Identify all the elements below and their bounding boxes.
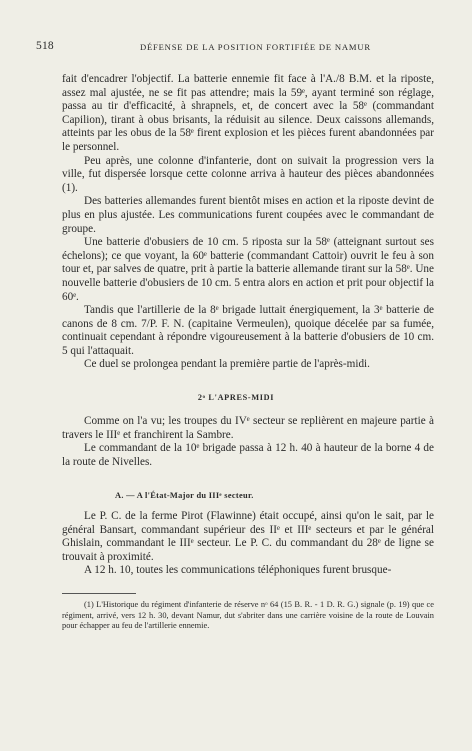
paragraph: Une batterie d'obusiers de 10 cm. 5 riposta sur la 58ᵉ (atteignant surtout ses échelons); ce que voyant, la 60ᵉ batterie (commandant Cattoir) ouvrit le feu à son tour et, par salves de quatre, prit à partie la batterie allemande tirant sur la 58ᵉ. Une nouvelle batterie d'obusiers de 10 cm. 5 entra alors en action et prit pour objectif la 60ᵉ. [62, 236, 434, 303]
paragraph: Peu après, une colonne d'infanterie, dont on suivait la progression vers la ville, fut dispersée lorsque cette colonne arriva à hauteur des pièces abandonnées (1). [62, 154, 434, 194]
subsection-heading: A. — A l'État-Major du IIIᵉ secteur. [115, 491, 254, 500]
footnote [62, 600, 434, 632]
footnote-text: (1) L'Historique du régiment d'infanterie de réserve nᵒ 64 (15 B. R. - 1 D. R. G.) signale (p. 19) que ce régiment, arrivé, vers 12 h. 30, devant Namur, dut s'abriter dans une carrière voisine de la route de Louvain pour échapper au feu de l'artillerie ennemie. [62, 600, 434, 631]
section-heading: 2ᵒ L'APRES-MIDI [197, 393, 275, 402]
paragraph: Ce duel se prolongea pendant la première partie de l'après-midi. [84, 358, 370, 371]
paragraph: Comme on l'a vu; les troupes du IVᵉ secteur se replièrent en majeure partie à travers le IIIᵉ et franchirent la Sambre. [62, 415, 434, 441]
section-text [62, 415, 434, 469]
page-header [0, 40, 472, 56]
paragraph: A 12 h. 10, toutes les communications téléphoniques furent brusque- [84, 564, 392, 577]
running-head: DÉFENSE DE LA POSITION FORTIFIÉE DE NAMUR [140, 42, 371, 52]
paragraph: Des batteries allemandes furent bientôt mises en action et la riposte devint de plus en plus ajustée. Les communications furent coupées avec le commandant de groupe. [62, 195, 434, 235]
footnote-divider [62, 593, 136, 594]
paragraph: Tandis que l'artillerie de la 8ᵉ brigade luttait énergiquement, la 3ᵉ batterie de canons de 8 cm. 7/P. F. N. (capitaine Vermeulen), quoique décelée par sa fumée, continuait cependant à répondre vigoureusement à la batterie d'obusiers de 10 cm. 5 qui l'attaquait. [62, 304, 434, 357]
paragraph: fait d'encadrer l'objectif. La batterie ennemie fit face à l'A./8 B.M. et la riposte, assez mal ajustée, ne se fit pas attendre; mais la 59ᵉ, ayant terminé son réglage, passa au tir d'efficacité, à shrapnels, et, de concert avec la 58ᵉ (commandant Capilion), tirant à obus brisants, la réduisit au silence. Deux caissons allemands, atteints par les obus de la 58ᵉ firent explosion et les pièces furent abandonnées par le personnel. [62, 73, 434, 153]
subsection-text [62, 510, 434, 578]
page-number: 518 [36, 40, 54, 52]
paragraph: Le P. C. de la ferme Pirot (Flawinne) était occupé, ainsi qu'on le sait, par le général Bansart, commandant supérieur des IIᵉ et IIIᵉ secteurs et par le général Ghislain, commandant le IIIᵉ secteur. Le P. C. du commandant du 28ᵉ de ligne se trouvait à proximité. [62, 510, 434, 563]
body-text [62, 73, 434, 372]
paragraph: Le commandant de la 10ᵉ brigade passa à 12 h. 40 à hauteur de la borne 4 de la route de Nivelles. [62, 442, 434, 468]
